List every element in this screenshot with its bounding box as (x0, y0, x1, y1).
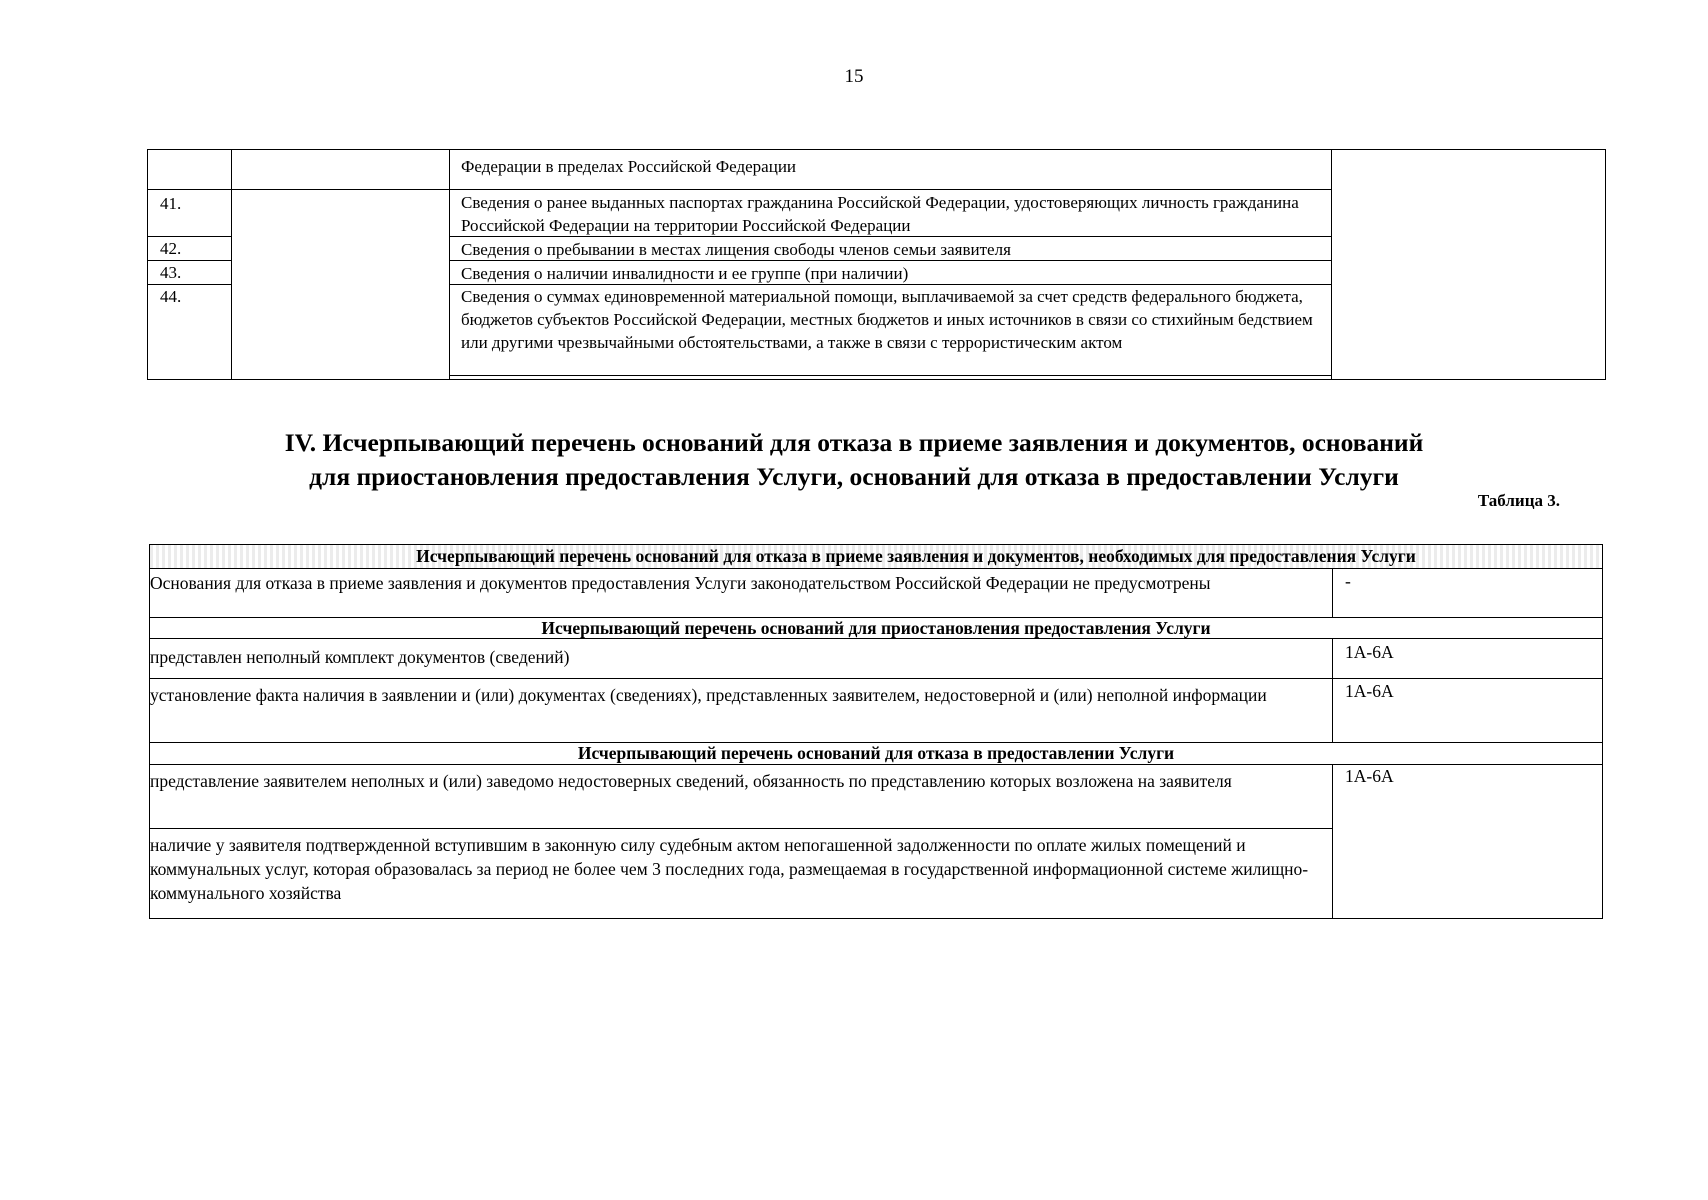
row-divider (148, 236, 232, 237)
ground-text: представлен неполный комплект документов (сведений) (150, 647, 570, 667)
row-divider (148, 189, 1331, 190)
row-text: Сведения о наличии инвалидности и ее группе (при наличии) (461, 264, 909, 283)
row-text: Сведения о ранее выданных паспортах гражданина Российской Федерации, удостоверяющих личность гражданина Российской Федерации на территории Российской Федерации (461, 193, 1299, 235)
row-divider (148, 260, 232, 261)
ground-code: 1А-6А (1345, 642, 1394, 662)
grounds-table (149, 544, 1603, 919)
column-divider (231, 150, 232, 379)
row-number: 42. (160, 239, 182, 258)
row-divider (150, 828, 1332, 829)
section-title: Исчерпывающий перечень оснований для отказа в приеме заявления и документов, необходимых для предоставления Услуги (416, 546, 1416, 566)
row-divider (449, 375, 1331, 376)
ground-code: 1А-6А (1345, 681, 1394, 701)
column-divider (1332, 764, 1333, 918)
ground-code: - (1345, 571, 1351, 591)
section-title: Исчерпывающий перечень оснований для приостановления предоставления Услуги (541, 618, 1211, 638)
table-label: Таблица 3. (1477, 491, 1560, 510)
section-heading-line: IV. Исчерпывающий перечень оснований для отказа в приеме заявления и документов, оснований (284, 428, 1424, 457)
column-divider (1332, 568, 1333, 617)
ground-text: установление факта наличия в заявлении и (или) документах (сведениях), представленных заявителем, недостоверной и (или) неполной информации (150, 685, 1267, 705)
column-divider (1332, 638, 1333, 742)
upper-table (147, 149, 1606, 380)
row-number: 43. (160, 263, 182, 282)
section-heading-line: для приостановления предоставления Услуги, оснований для отказа в предоставлении Услуги (309, 462, 1399, 491)
row-divider (150, 678, 1602, 679)
row-text: Сведения о пребывании в местах лищения свободы членов семьи заявителя (461, 240, 1011, 259)
row-divider (150, 764, 1602, 765)
ground-text: Основания для отказа в приеме заявления и документов предоставления Услуги законодательством Российской Федерации не предусмотрены (150, 573, 1211, 593)
row-text: Федерации в пределах Российской Федерации (461, 157, 797, 176)
row-divider (148, 284, 232, 285)
row-divider (150, 568, 1602, 569)
row-number: 44. (160, 287, 182, 306)
section-title: Исчерпывающий перечень оснований для отказа в предоставлении Услуги (577, 743, 1175, 763)
page-number: 15 (844, 66, 864, 87)
ground-text: представление заявителем неполных и (или) заведомо недостоверных сведений, обязанность по представлению которых возложена на заявителя (150, 771, 1232, 791)
ground-code: 1А-6А (1345, 766, 1394, 786)
column-divider (449, 150, 450, 379)
row-text: Сведения о суммах единовременной материальной помощи, выплачиваемой за счет средств федерального бюджета, бюджетов субъектов Российской Федерации, местных бюджетов и иных источников в связи со стихийным бедствием или другими чрезвычайными обстоятельствами, а также в связи с террористическим актом (461, 287, 1313, 352)
row-number: 41. (160, 194, 182, 213)
section-heading (0, 426, 1708, 494)
ground-text: наличие у заявителя подтвержденной вступившим в законную силу судебным актом непогашенной задолженности по оплате жилых помещений и коммунальных услуг, которая образовалась за период не более чем 3 последних года, размещаемая в государственной информационной системе жилищно-коммунального хозяйства (150, 835, 1309, 903)
